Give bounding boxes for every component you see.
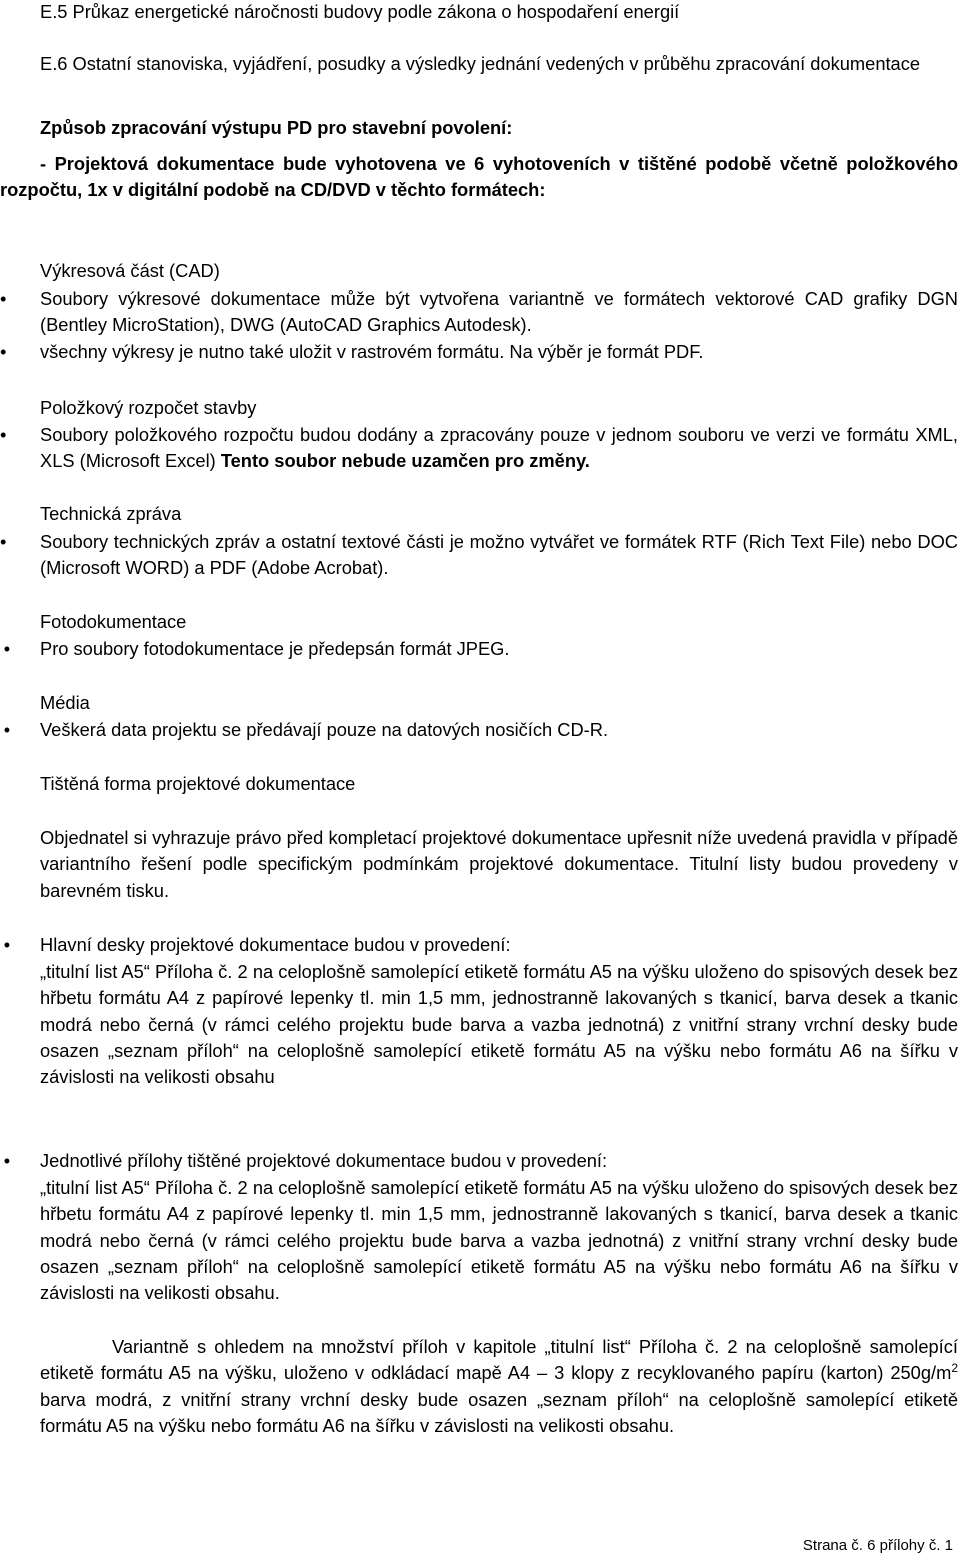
photo-heading: Fotodokumentace	[40, 611, 187, 632]
attachments-item	[3, 1148, 958, 1174]
section-e6: E.6 Ostatní stanoviska, vyjádření, posudky a výsledky jednání vedených v průběhu zpracování dokumentace	[40, 53, 921, 74]
report-heading: Technická zpráva	[40, 503, 182, 524]
media-item	[3, 717, 958, 743]
variant-paragraph	[40, 1334, 958, 1439]
media-heading: Média	[40, 692, 90, 713]
report-item	[0, 529, 958, 582]
method-text: - Projektová dokumentace bude vyhotovena ve 6 vyhotoveních v tištěné podobě včetně položkového rozpočtu, 1x v digitální podobě na CD/DVD v těchto formátech:	[0, 153, 958, 201]
bullet-icon: •	[0, 424, 7, 445]
printed-heading: Tištěná forma projektové dokumentace	[40, 773, 356, 794]
attachments-heading: Jednotlivé přílohy tištěné projektové dokumentace budou v provedení:	[40, 1150, 608, 1171]
drawings-item-2	[0, 339, 958, 365]
bullet-icon: •	[0, 531, 7, 552]
drawings-item-text: všechny výkresy je nutno také uložit v rastrovém formátu. Na výběr je formát PDF.	[40, 341, 704, 362]
media-text: Veškerá data projektu se předávají pouze na datových nosičích CD-R.	[40, 719, 609, 740]
drawings-item-text: Soubory výkresové dokumentace může být vytvořena variantně ve formátech vektorové CAD grafiky DGN (Bentley MicroStation), DWG (AutoCAD Graphics Autodesk).	[40, 288, 958, 336]
variant-text-2: barva modrá, z vnitřní strany vrchní desky bude osazen „seznam příloh“ na celoplošně samolepící etiketě formátu A5 na výšku nebo formátu A6 na šířku v závislosti na velikosti obsahu.	[40, 1388, 958, 1436]
bullet-icon: •	[0, 341, 7, 362]
variant-text-1: Variantně s ohledem na množství příloh v kapitole „titulní list“ Příloha č. 2 na celoplošně samolepící etiketě formátu A5 na výšku, uloženo v odkládací mapě A4 – 3 klopy z recyklovaného papíru (karton) 250g/m	[40, 1336, 958, 1384]
bullet-icon: •	[3, 934, 11, 955]
drawings-item-1	[0, 286, 958, 339]
method-heading: Způsob zpracování výstupu PD pro stavební povolení:	[40, 117, 513, 138]
section-e5: E.5 Průkaz energetické náročnosti budovy podle zákona o hospodaření energií	[40, 1, 680, 22]
main-covers-heading: Hlavní desky projektové dokumentace budou v provedení:	[40, 934, 511, 955]
bullet-icon: •	[3, 719, 11, 740]
report-text: Soubory technických zpráv a ostatní textové části je možno vytvářet ve formátek RTF (Rich Text File) nebo DOC (Microsoft WORD) a PDF (Adobe Acrobat).	[40, 531, 958, 579]
bullet-icon: •	[3, 1150, 11, 1171]
printed-intro: Objednatel si vyhrazuje právo před kompletací projektové dokumentace upřesnit níže uvedená pravidla v případě variantního řešení podle specifickým podmínkám projektové dokumentace. Titulní listy budou provedeny v barevném tisku.	[40, 827, 958, 901]
drawings-heading: Výkresová část (CAD)	[40, 260, 220, 281]
budget-item	[0, 422, 958, 475]
variant-superscript: 2	[951, 1361, 958, 1376]
budget-text-bold: Tento soubor nebude uzamčen pro změny.	[220, 450, 590, 472]
bullet-icon: •	[0, 288, 7, 309]
page-footer: Strana č. 6 přílohy č. 1	[802, 1537, 953, 1554]
photo-item	[3, 636, 958, 662]
budget-text: Soubory položkového rozpočtu budou dodány a zpracovány pouze v jednom souboru ve verzi ve formátu XML, XLS (Microsoft Excel)	[40, 424, 958, 472]
budget-heading: Položkový rozpočet stavby	[40, 397, 257, 418]
photo-text: Pro soubory fotodokumentace je předepsán formát JPEG.	[40, 638, 510, 659]
attachments-text: „titulní list A5“ Příloha č. 2 na celoplošně samolepící etiketě formátu A5 na výšku uloženo do spisových desek bez hřbetu formátu A4 z papírové lepenky tl. min 1,5 mm, jednostranně lakovaných s tkanicí, barva desek a tkanic modrá nebo černá (v rámci celého projektu bude barva a vazba jednotná) z vnitřní strany vrchní desky bude osazen „seznam příloh“ na celoplošně samolepící etiketě formátu A5 na výšku nebo formátu A6 na šířku v závislosti na velikosti obsahu.	[40, 1177, 958, 1304]
main-covers-text: „titulní list A5“ Příloha č. 2 na celoplošně samolepící etiketě formátu A5 na výšku uloženo do spisových desek bez hřbetu formátu A4 z papírové lepenky tl. min 1,5 mm, jednostranně lakovaných s tkanicí, barva desek a tkanic modrá nebo černá (v rámci celého projektu bude barva a vazba jednotná) z vnitřní strany vrchní desky bude osazen „seznam příloh“ na celoplošně samolepící etiketě formátu A5 na výšku nebo formátu A6 na šířku v závislosti na velikosti obsahu	[40, 961, 958, 1088]
main-covers-item	[3, 932, 958, 958]
bullet-icon: •	[3, 638, 11, 659]
